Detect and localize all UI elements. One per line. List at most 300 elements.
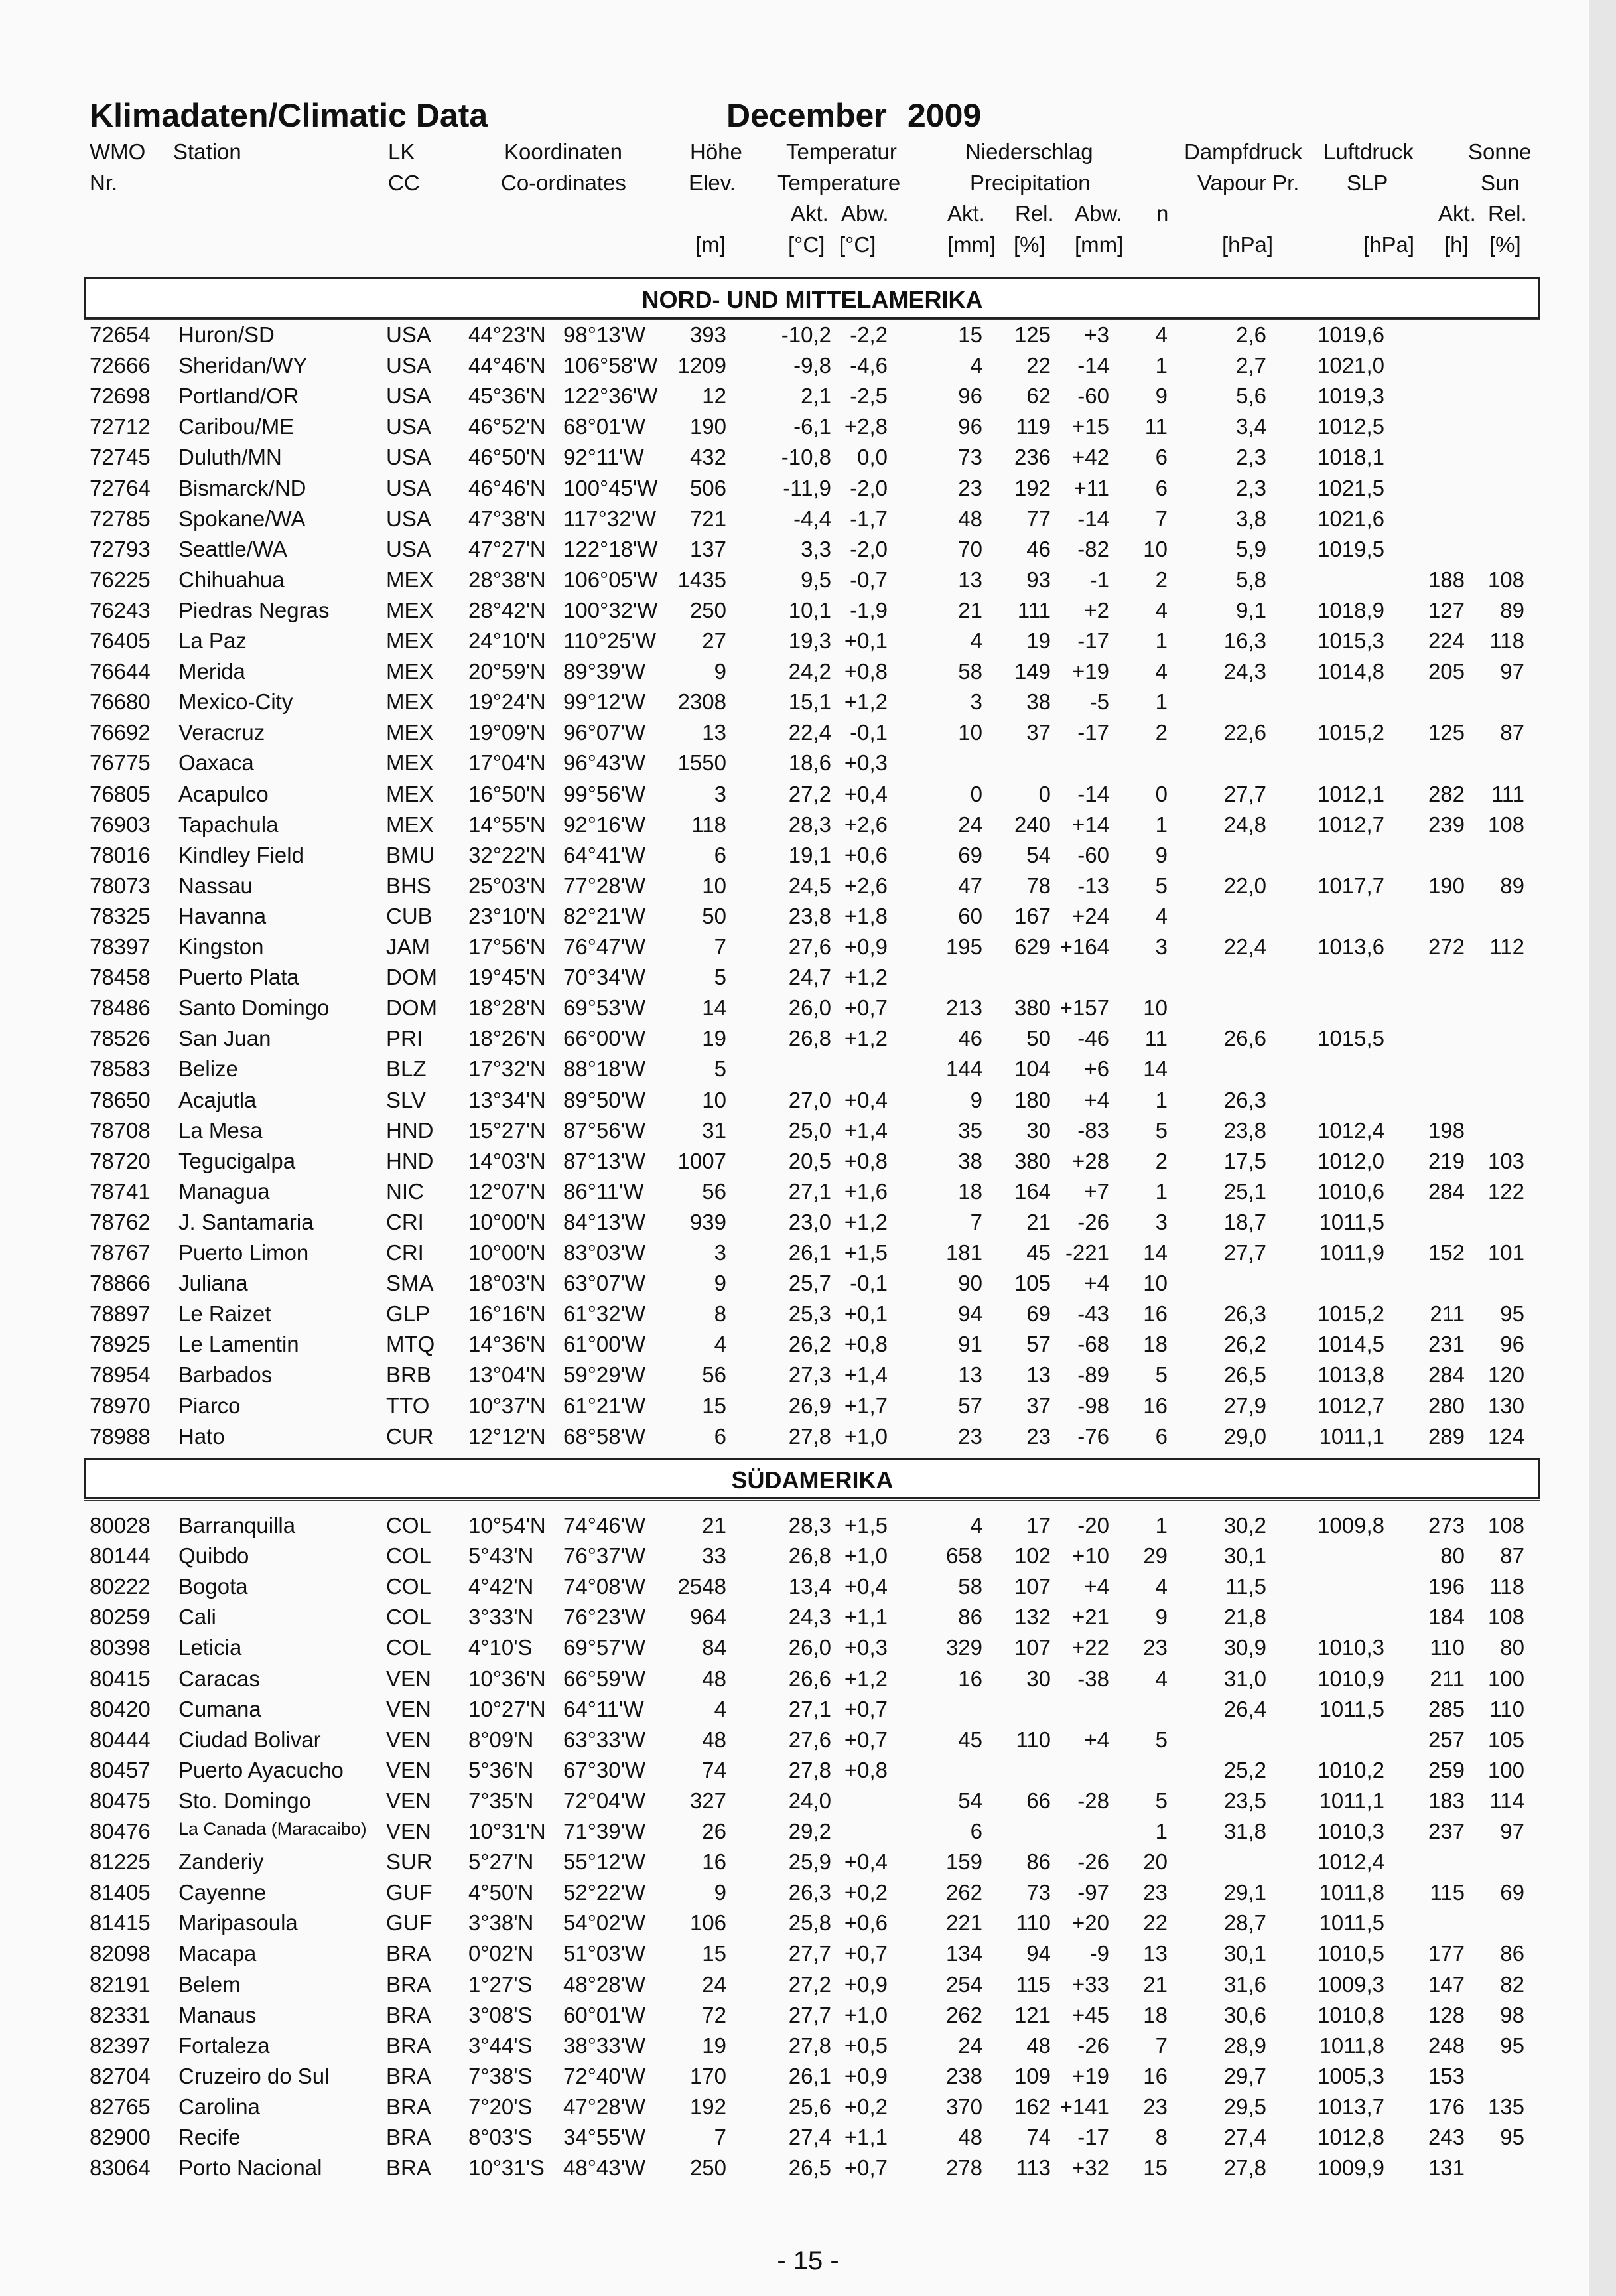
cell-prec-n: 10 [1143,536,1168,561]
cell-prec-n: 23 [1143,2094,1168,2119]
cell-prec-abw: -68 [1077,1332,1109,1357]
table-row [0,1271,1616,1301]
table-row [0,1088,1616,1118]
cell-prec-rel: 132 [1014,1605,1051,1630]
cell-country-code: MEX [386,781,434,806]
table-row [0,1727,1616,1758]
table-row [0,659,1616,689]
cell-prec-n: 14 [1143,1240,1168,1265]
title-month: December [726,97,887,134]
cell-prec-n: 7 [1155,506,1168,531]
cell-prec-n: 9 [1155,1605,1168,1630]
cell-station-name: Maripasoula [178,1910,298,1936]
cell-prec-abw: +32 [1072,2155,1109,2181]
cell-slp: 1012,4 [1317,1849,1384,1875]
cell-station-name: Belem [178,1972,241,1997]
cell-prec-abw: +157 [1059,995,1109,1021]
cell-vapour-pressure: 16,3 [1223,628,1266,653]
cell-temp-akt: 28,3 [788,812,831,837]
cell-prec-n: 23 [1143,1880,1168,1905]
cell-slp: 1013,7 [1317,2094,1384,2119]
cell-prec-abw: -5 [1089,689,1109,715]
cell-prec-rel: 21 [1026,1209,1051,1234]
table-row [0,2003,1616,2033]
section-title: SÜDAMERIKA [731,1467,894,1494]
table-row [0,1149,1616,1179]
cell-temp-akt: 27,2 [788,781,831,806]
cell-latitude: 12°12'N [468,1423,546,1449]
cell-wmo-nr: 82331 [90,2002,151,2027]
cell-prec-akt: 18 [958,1179,982,1204]
cell-country-code: SMA [386,1271,434,1296]
cell-vapour-pressure: 26,3 [1223,1087,1266,1112]
table-row [0,1605,1616,1635]
cell-prec-n: 3 [1155,934,1168,959]
cell-prec-n: 9 [1155,842,1168,867]
cell-elevation: 12 [702,384,726,409]
cell-temp-akt: 27,3 [788,1362,831,1388]
cell-prec-rel: 30 [1026,1117,1051,1143]
cell-prec-rel: 104 [1014,1056,1051,1082]
cell-temp-akt: 27,8 [788,1423,831,1449]
cell-temp-abw: +0,9 [844,1972,888,1997]
cell-elevation: 939 [689,1209,726,1234]
cell-prec-rel: 113 [1016,2155,1051,2181]
cell-temp-abw: +2,6 [844,873,888,898]
cell-longitude: 96°07'W [563,720,646,745]
cell-temp-akt: 27,0 [788,1087,831,1112]
cell-elevation: 19 [702,2033,726,2058]
cell-country-code: GUF [386,1910,433,1936]
cell-vapour-pressure: 22,4 [1223,934,1266,959]
cell-prec-n: 16 [1143,1393,1168,1418]
cell-latitude: 10°31'N [468,1819,546,1843]
cell-country-code: VEN [386,1666,431,1691]
cell-station-name: Le Lamentin [178,1332,299,1357]
cell-vapour-pressure: 17,5 [1223,1148,1266,1173]
cell-longitude: 70°34'W [563,965,646,990]
cell-temp-abw: +0,9 [844,2063,888,2088]
cell-prec-abw: -43 [1077,1301,1109,1327]
cell-station-name: Tegucigalpa [178,1148,296,1173]
cell-longitude: 122°18'W [563,536,658,561]
cell-temp-abw: +0,6 [844,842,888,867]
cell-prec-akt: 48 [958,2125,982,2149]
cell-temp-akt: 25,0 [788,1117,831,1143]
hdr-vapour: Vapour Pr. [1197,171,1300,195]
cell-slp: 1010,2 [1317,1757,1384,1782]
cell-vapour-pressure: 2,7 [1236,353,1266,378]
cell-vapour-pressure: 30,1 [1223,1941,1266,1966]
table-row [0,1424,1616,1455]
hdr-temp-abw: Abw. [841,201,889,226]
cell-prec-rel: 115 [1016,1972,1051,1997]
cell-temp-akt: 24,5 [788,873,831,898]
cell-temp-abw: +0,7 [844,1941,888,1966]
cell-country-code: USA [386,323,431,347]
cell-sun-akt: 248 [1428,2033,1465,2058]
cell-temp-abw: +0,4 [844,1087,888,1112]
table-row [0,2033,1616,2064]
cell-wmo-nr: 82098 [90,1941,151,1966]
cell-prec-akt: 134 [945,1941,982,1966]
cell-temp-abw: +1,2 [844,689,888,715]
cell-station-name: Mexico-City [178,689,293,715]
cell-elevation: 7 [714,934,726,959]
cell-station-name: Macapa [178,1941,257,1966]
cell-vapour-pressure: 2,6 [1236,323,1266,347]
cell-elevation: 506 [689,475,726,500]
cell-prec-akt: 54 [958,1788,982,1813]
section-rule [84,1500,1540,1501]
cell-temp-abw: +1,4 [844,1117,888,1143]
section-header-sued [84,1458,1540,1499]
cell-prec-rel: 192 [1014,475,1051,500]
cell-country-code: GUF [386,1880,433,1905]
cell-country-code: MEX [386,567,434,592]
table-row [0,323,1616,353]
cell-station-name: Carolina [178,2094,260,2119]
cell-vapour-pressure: 30,2 [1223,1513,1266,1538]
cell-latitude: 4°42'N [468,1574,534,1599]
hdr-temp-akt: Akt. [791,201,829,226]
cell-prec-n: 14 [1143,1056,1168,1082]
table-row [0,904,1616,934]
cell-latitude: 3°33'N [468,1605,534,1630]
cell-country-code: BLZ [386,1056,427,1082]
table-row [0,751,1616,781]
cell-elevation: 9 [714,1271,726,1296]
hdr-temperature: Temperature [777,171,901,195]
cell-station-name: Santo Domingo [178,995,330,1021]
cell-sun-akt: 211 [1430,1301,1465,1327]
cell-temp-abw: +1,0 [844,1543,888,1569]
cell-elevation: 24 [702,1972,726,1997]
cell-prec-rel: 93 [1026,567,1051,592]
cell-prec-abw: -14 [1077,781,1109,806]
table-row [0,812,1616,843]
cell-temp-akt: -4,4 [793,506,831,531]
cell-prec-akt: 58 [958,1574,982,1599]
cell-prec-rel: 236 [1014,445,1051,470]
cell-latitude: 28°42'N [468,597,546,622]
cell-prec-abw: +28 [1072,1148,1109,1173]
section-title: NORD- UND MITTELAMERIKA [641,286,983,313]
cell-slp: 1012,5 [1317,414,1384,439]
cell-wmo-nr: 76243 [90,597,151,622]
cell-prec-abw: -97 [1077,1880,1109,1905]
cell-temp-abw: +0,2 [844,2094,888,2119]
cell-elevation: 5 [714,965,726,990]
cell-latitude: 10°27'N [468,1696,546,1721]
cell-prec-abw: -14 [1077,353,1109,378]
cell-prec-n: 1 [1155,1513,1168,1538]
cell-station-name: Puerto Plata [178,965,299,990]
cell-country-code: USA [386,384,431,409]
table-row [0,537,1616,567]
cell-country-code: COL [386,1513,431,1538]
cell-latitude: 46°52'N [468,414,546,439]
cell-prec-akt: 69 [958,842,982,867]
table-row [0,445,1616,475]
cell-longitude: 66°59'W [563,1666,646,1691]
cell-wmo-nr: 78767 [90,1240,151,1265]
cell-latitude: 4°10'S [468,1635,533,1660]
cell-prec-rel: 380 [1014,1148,1051,1173]
cell-sun-rel: 82 [1500,1972,1524,1997]
cell-station-name: Havanna [178,903,267,928]
cell-latitude: 18°28'N [468,995,546,1021]
cell-slp: 1015,2 [1317,1301,1384,1327]
table-row [0,934,1616,965]
cell-sun-rel: 135 [1487,2094,1524,2119]
cell-sun-akt: 184 [1428,1605,1465,1630]
cell-latitude: 28°38'N [468,567,546,592]
cell-temp-abw: +0,7 [844,1727,888,1752]
cell-country-code: SUR [386,1849,433,1875]
cell-prec-n: 8 [1155,2125,1168,2149]
cell-temp-abw: +0,2 [844,1880,888,1905]
cell-latitude: 7°35'N [468,1788,534,1813]
cell-latitude: 3°08'S [468,2002,533,2027]
cell-prec-akt: 238 [945,2063,982,2088]
cell-temp-akt: 26,5 [788,2155,831,2181]
cell-prec-abw: +2 [1084,597,1109,622]
cell-slp: 1011,8 [1319,1880,1384,1905]
cell-sun-rel: 108 [1487,812,1524,837]
cell-sun-akt: 257 [1428,1727,1465,1752]
cell-station-name: Kingston [178,934,264,959]
cell-prec-rel: 37 [1026,1393,1051,1418]
cell-sun-akt: 289 [1428,1423,1465,1449]
cell-prec-abw: -26 [1077,1849,1109,1875]
cell-station-name: Portland/OR [178,384,299,409]
cell-prec-akt: 60 [958,903,982,928]
cell-sun-akt: 231 [1428,1332,1465,1357]
cell-longitude: 52°22'W [563,1880,646,1905]
cell-prec-abw: +22 [1072,1635,1109,1660]
cell-elevation: 3 [714,1240,726,1265]
cell-elevation: 137 [689,536,726,561]
cell-prec-akt: 24 [958,812,982,837]
cell-station-name: Caribou/ME [178,414,295,439]
cell-prec-rel: 105 [1014,1271,1051,1296]
cell-temp-akt: 19,1 [788,842,831,867]
cell-temp-akt: 26,8 [788,1026,831,1051]
cell-prec-akt: 90 [958,1271,982,1296]
cell-prec-akt: 38 [958,1148,982,1173]
cell-prec-abw: +4 [1084,1271,1109,1296]
cell-latitude: 5°27'N [468,1849,534,1875]
cell-temp-akt: 25,3 [788,1301,831,1327]
cell-temp-abw: -2,0 [850,536,888,561]
cell-latitude: 13°04'N [468,1362,546,1388]
hdr-prec-akt: Akt. [947,201,985,226]
cell-latitude: 8°03'S [468,2125,533,2149]
hdr-wmo: WMO [90,139,146,164]
cell-sun-rel: 110 [1489,1696,1524,1721]
hdr-niederschlag: Niederschlag [965,139,1093,164]
cell-station-name: Porto Nacional [178,2155,322,2181]
cell-temp-akt: 26,0 [788,995,831,1021]
cell-temp-abw: +1,1 [844,1605,888,1630]
cell-prec-n: 20 [1143,1849,1168,1875]
cell-longitude: 47°28'W [563,2094,646,2119]
cell-slp: 1011,8 [1319,2033,1384,2058]
cell-wmo-nr: 78720 [90,1148,151,1173]
cell-slp: 1010,8 [1317,2002,1384,2027]
cell-temp-akt: 27,6 [788,934,831,959]
cell-slp: 1012,0 [1317,1148,1384,1173]
cell-longitude: 38°33'W [563,2033,646,2058]
cell-elevation: 7 [714,2125,726,2149]
cell-prec-abw: -28 [1077,1788,1109,1813]
cell-vapour-pressure: 18,7 [1223,1209,1266,1234]
cell-prec-n: 6 [1155,445,1168,470]
cell-wmo-nr: 81225 [90,1849,151,1875]
cell-latitude: 3°38'N [468,1910,534,1936]
cell-wmo-nr: 78708 [90,1117,151,1143]
cell-vapour-pressure: 26,2 [1223,1332,1266,1357]
cell-country-code: TTO [386,1393,430,1418]
cell-sun-rel: 96 [1500,1332,1524,1357]
cell-elevation: 4 [714,1696,726,1721]
cell-prec-akt: 58 [958,659,982,684]
cell-vapour-pressure: 23,5 [1223,1788,1266,1813]
cell-prec-n: 2 [1155,567,1168,592]
cell-latitude: 0°02'N [468,1941,534,1966]
cell-wmo-nr: 82765 [90,2094,151,2119]
cell-vapour-pressure: 5,8 [1236,567,1266,592]
cell-temp-akt: 10,1 [788,597,831,622]
cell-sun-akt: 196 [1428,1574,1465,1599]
cell-latitude: 10°36'N [468,1666,546,1691]
cell-station-name: Managua [178,1179,270,1204]
cell-temp-akt: 26,9 [788,1393,831,1418]
cell-country-code: NIC [386,1179,424,1204]
cell-latitude: 4°50'N [468,1880,534,1905]
cell-latitude: 14°55'N [468,812,546,837]
cell-temp-akt: 27,8 [788,1757,831,1782]
cell-temp-akt: 9,5 [801,567,831,592]
cell-elevation: 21 [702,1513,726,1538]
cell-sun-rel: 100 [1487,1666,1524,1691]
cell-sun-akt: 237 [1428,1819,1465,1843]
cell-prec-akt: 45 [958,1727,982,1752]
section-rule [84,319,1540,320]
cell-wmo-nr: 78970 [90,1393,151,1418]
cell-station-name: Zanderiy [178,1849,264,1875]
cell-sun-akt: 183 [1428,1788,1465,1813]
cell-prec-rel: 162 [1014,2094,1051,2119]
cell-temp-abw: +0,4 [844,1574,888,1599]
cell-prec-n: 16 [1143,1301,1168,1327]
cell-vapour-pressure: 28,9 [1223,2033,1266,2058]
cell-sun-rel: 108 [1487,1513,1524,1538]
cell-country-code: COL [386,1605,431,1630]
cell-country-code: VEN [386,1757,431,1782]
cell-slp: 1014,5 [1317,1332,1384,1357]
cell-sun-akt: 176 [1428,2094,1465,2119]
cell-vapour-pressure: 26,3 [1223,1301,1266,1327]
cell-prec-n: 2 [1155,720,1168,745]
cell-prec-akt: 13 [958,1362,982,1388]
cell-elevation: 3 [714,781,726,806]
cell-elevation: 74 [702,1757,726,1782]
cell-prec-abw: -221 [1065,1240,1109,1265]
cell-station-name: Fortaleza [178,2033,270,2058]
cell-temp-abw: +1,5 [844,1513,888,1538]
cell-wmo-nr: 80444 [90,1727,151,1752]
cell-slp: 1010,3 [1317,1635,1384,1660]
cell-wmo-nr: 78897 [90,1301,151,1327]
cell-latitude: 19°45'N [468,965,546,990]
cell-slp: 1011,5 [1319,1910,1384,1936]
cell-elevation: 10 [702,1087,726,1112]
cell-prec-akt: 221 [945,1910,982,1936]
cell-elevation: 106 [689,1910,726,1936]
cell-prec-akt: 4 [970,1513,982,1538]
cell-temp-akt: 23,0 [788,1209,831,1234]
cell-latitude: 45°36'N [468,384,546,409]
cell-temp-abw: +1,2 [844,1209,888,1234]
cell-wmo-nr: 80457 [90,1757,151,1782]
cell-slp: 1009,8 [1317,1513,1384,1538]
cell-sun-rel: 111 [1491,781,1524,806]
cell-prec-rel: 62 [1026,384,1051,409]
cell-station-name: Acapulco [178,781,269,806]
cell-temp-abw: +1,7 [844,1393,888,1418]
cell-sun-akt: 190 [1428,873,1465,898]
cell-prec-akt: 6 [970,1819,982,1843]
cell-slp: 1005,3 [1317,2063,1384,2088]
cell-temp-abw: -0,1 [850,720,888,745]
cell-longitude: 48°28'W [563,1972,646,1997]
cell-slp: 1010,9 [1317,1666,1384,1691]
cell-slp: 1011,1 [1319,1423,1384,1449]
unit-m: [m] [695,232,726,257]
cell-slp: 1010,3 [1317,1819,1384,1843]
cell-sun-akt: 280 [1428,1393,1465,1418]
cell-prec-abw: -17 [1077,628,1109,653]
cell-country-code: MEX [386,812,434,837]
cell-latitude: 46°46'N [468,475,546,500]
cell-prec-rel: 125 [1014,323,1051,347]
cell-slp: 1017,7 [1317,873,1384,898]
cell-sun-rel: 118 [1489,1574,1524,1599]
cell-vapour-pressure: 29,5 [1223,2094,1266,2119]
cell-latitude: 44°23'N [468,323,546,347]
cell-wmo-nr: 72764 [90,475,151,500]
cell-longitude: 76°47'W [563,934,646,959]
table-row [0,2125,1616,2155]
cell-prec-abw: +42 [1072,445,1109,470]
cell-prec-abw: -17 [1077,2125,1109,2149]
cell-prec-n: 4 [1155,903,1168,928]
title-year: 2009 [908,97,982,134]
cell-longitude: 86°11'W [563,1179,644,1204]
table-row [0,1666,1616,1697]
cell-prec-akt: 94 [958,1301,982,1327]
cell-temp-abw: -0,1 [850,1271,888,1296]
cell-temp-abw: +0,8 [844,1332,888,1357]
cell-prec-rel: 23 [1026,1423,1051,1449]
cell-temp-akt: 18,6 [788,751,831,776]
table-row [0,598,1616,628]
cell-prec-n: 5 [1155,1727,1168,1752]
cell-temp-abw: +1,0 [844,2002,888,2027]
cell-prec-akt: 213 [945,995,982,1021]
